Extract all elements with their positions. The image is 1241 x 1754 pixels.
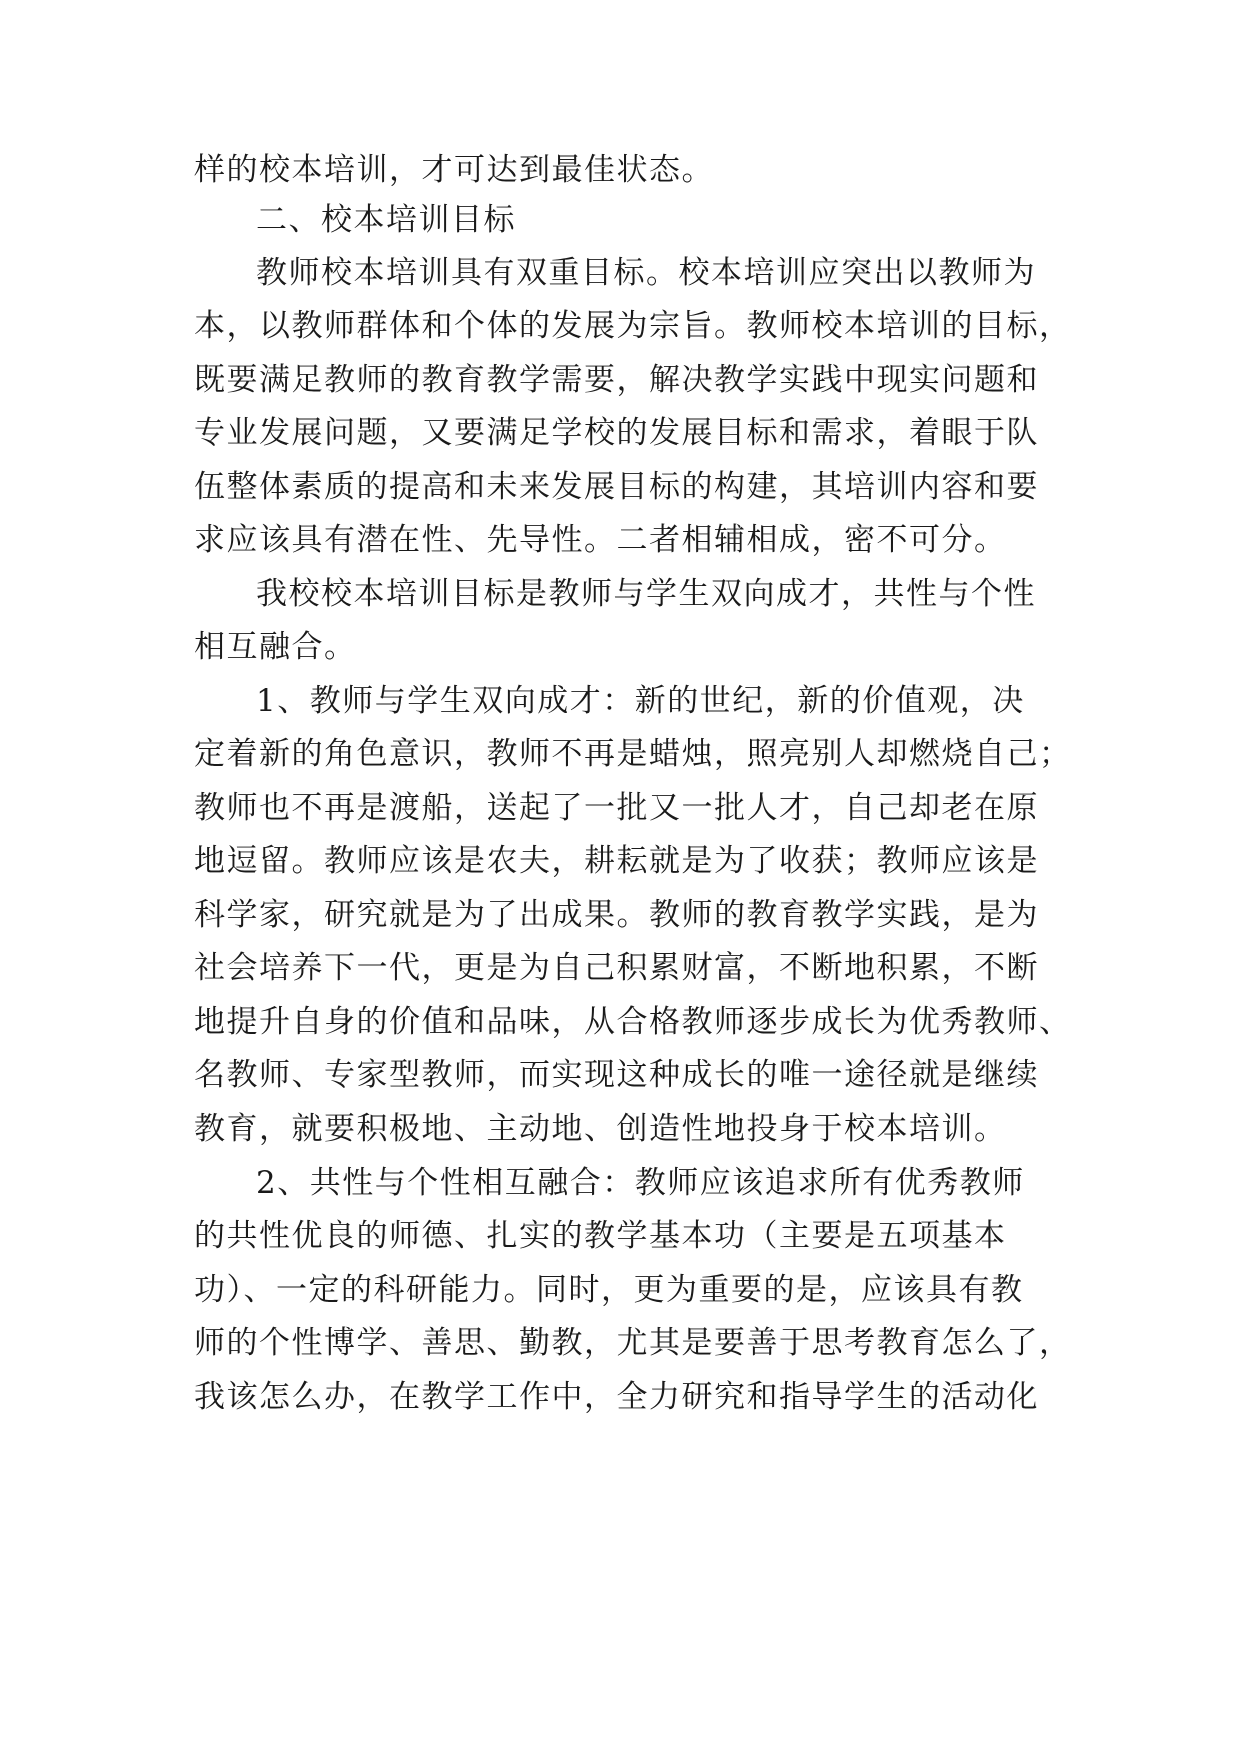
text-line: 科学家，研究就是为了出成果。教师的教育教学实践，是为 <box>194 897 1039 933</box>
text-line: 1、教师与学生双向成才：新的世纪，新的价值观，决 <box>256 683 1025 719</box>
text-line: 本，以教师群体和个体的发展为宗旨。教师校本培训的目标， <box>194 308 1072 344</box>
text-line: 的共性优良的师德、扎实的教学基本功（主要是五项基本 <box>194 1218 1007 1254</box>
text-line: 我该怎么办，在教学工作中，全力研究和指导学生的活动化 <box>194 1379 1039 1415</box>
text-line: 求应该具有潜在性、先导性。二者相辅相成，密不可分。 <box>194 522 1007 558</box>
text-line: 名教师、专家型教师，而实现这种成长的唯一途径就是继续 <box>194 1057 1039 1093</box>
text-line: 我校校本培训目标是教师与学生双向成才，共性与个性 <box>256 576 1036 612</box>
text-line: 教育，就要积极地、主动地、创造性地投身于校本培训。 <box>194 1111 1007 1147</box>
text-line: 定着新的角色意识，教师不再是蜡烛，照亮别人却燃烧自己； <box>194 736 1072 772</box>
text-line: 专业发展问题，又要满足学校的发展目标和需求，着眼于队 <box>194 415 1039 451</box>
text-line: 伍整体素质的提高和未来发展目标的构建，其培训内容和要 <box>194 469 1039 505</box>
text-line: 样的校本培训，才可达到最佳状态。 <box>194 152 714 188</box>
text-line: 地提升自身的价值和品味，从合格教师逐步成长为优秀教师、 <box>194 1004 1072 1040</box>
text-line: 既要满足教师的教育教学需要，解决教学实践中现实问题和 <box>194 362 1039 398</box>
section-heading: 二、校本培训目标 <box>256 202 516 238</box>
text-line: 教师校本培训具有双重目标。校本培训应突出以教师为 <box>256 255 1036 291</box>
text-line: 社会培养下一代，更是为自己积累财富，不断地积累，不断 <box>194 950 1039 986</box>
text-line: 地逗留。教师应该是农夫，耕耘就是为了收获；教师应该是 <box>194 843 1039 879</box>
text-line: 师的个性博学、善思、勤教，尤其是要善于思考教育怎么了， <box>194 1325 1072 1361</box>
text-line: 2、共性与个性相互融合：教师应该追求所有优秀教师 <box>256 1165 1025 1201</box>
text-line: 教师也不再是渡船，送起了一批又一批人才，自己却老在原 <box>194 790 1039 826</box>
text-line: 功）、一定的科研能力。同时，更为重要的是，应该具有教 <box>194 1272 1024 1308</box>
text-line: 相互融合。 <box>194 629 357 665</box>
